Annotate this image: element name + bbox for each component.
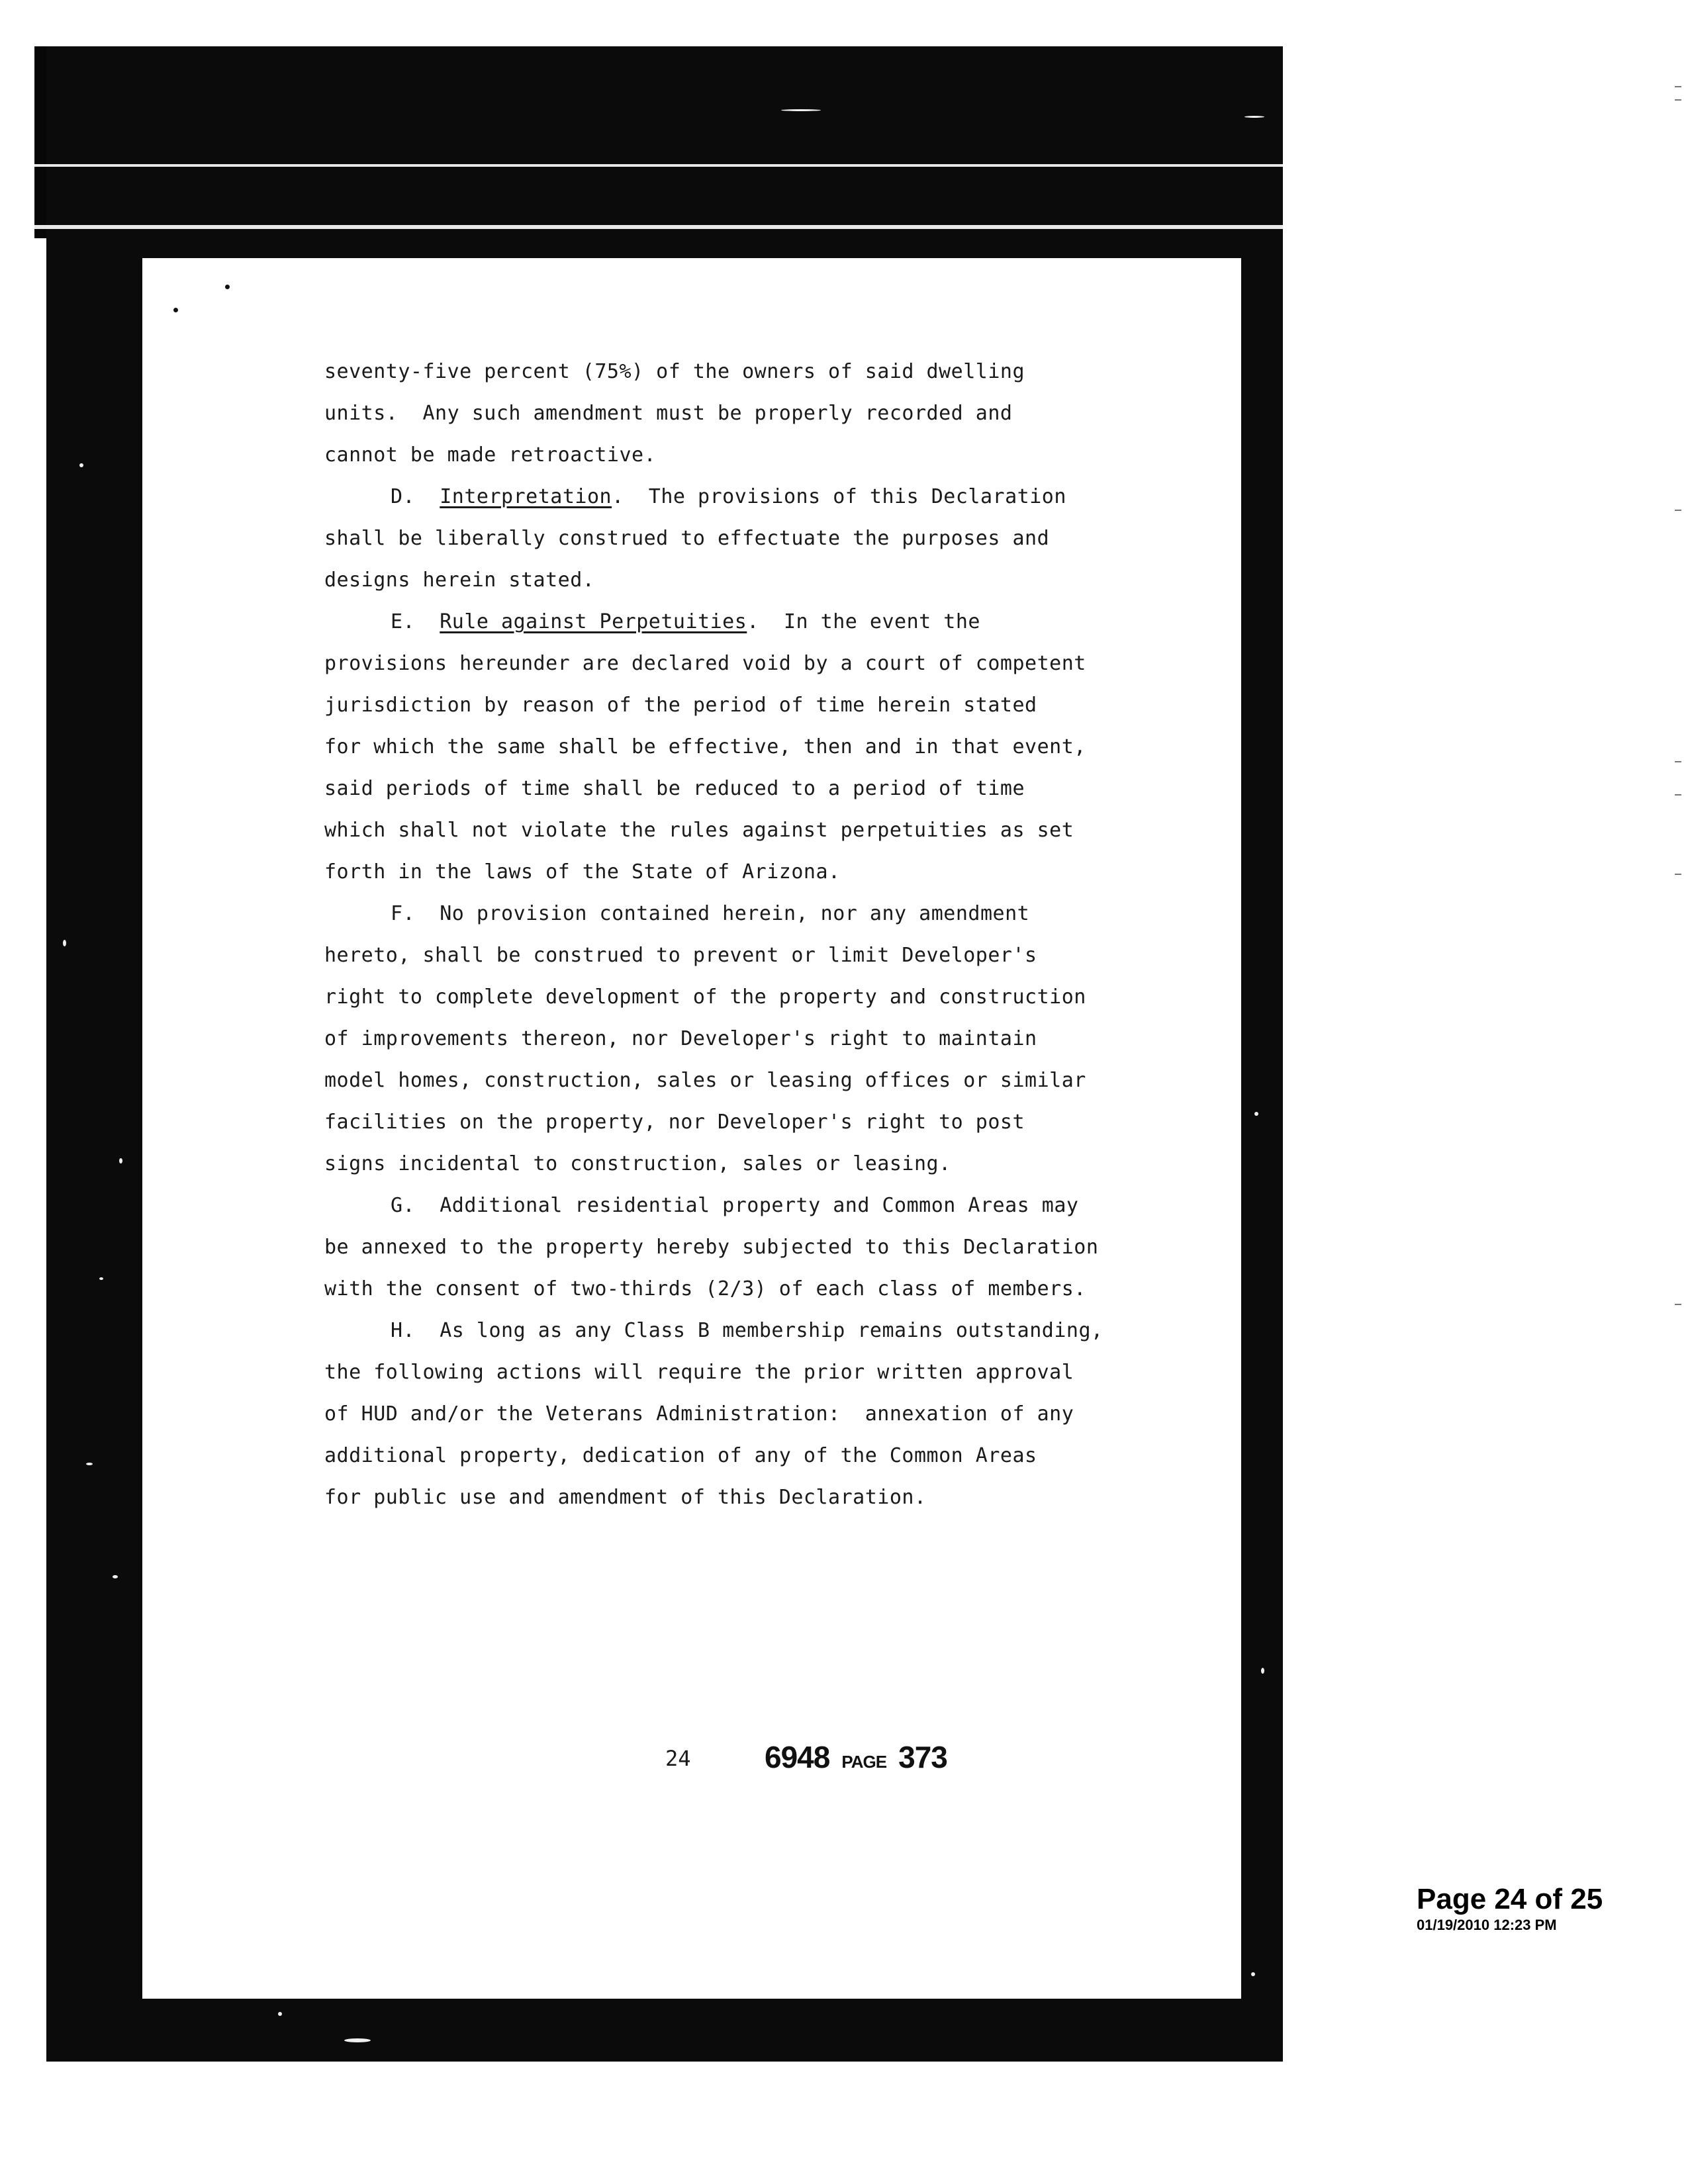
scan-speck xyxy=(1254,1112,1258,1116)
page-stamp xyxy=(1417,1883,1603,1934)
document-line: signs incidental to construction, sales or leasing. xyxy=(324,1152,951,1175)
scan-speck xyxy=(1251,1972,1255,1976)
document-line: for which the same shall be effective, then and in that event, xyxy=(324,735,1086,758)
section-prefix: E. xyxy=(391,610,440,633)
document-line: model homes, construction, sales or leasing offices or similar xyxy=(324,1069,1086,1092)
edge-mark xyxy=(1675,761,1681,762)
page-number: 24 xyxy=(665,1746,691,1771)
book-page-reference xyxy=(765,1739,947,1775)
document-line: cannot be made retroactive. xyxy=(324,443,657,467)
document-line: hereto, shall be construed to prevent or limit Developer's xyxy=(324,944,1037,967)
document-line: forth in the laws of the State of Arizona. xyxy=(324,860,841,884)
document-line: F. No provision contained herein, nor any amendment xyxy=(391,902,1030,925)
document-line: right to complete development of the property and construction xyxy=(324,985,1086,1009)
section-prefix: D. xyxy=(391,485,440,508)
edge-mark xyxy=(1675,874,1681,875)
scan-line-1 xyxy=(34,164,1283,167)
scan-dot xyxy=(225,285,230,289)
edge-mark xyxy=(1675,510,1681,511)
section-text: . The provisions of this Declaration xyxy=(612,485,1066,508)
document-line xyxy=(324,601,1152,643)
book-number: 6948 xyxy=(765,1740,830,1774)
document-line: of HUD and/or the Veterans Administration: annexation of any xyxy=(324,1402,1074,1426)
document-line: with the consent of two-thirds (2/3) of each class of members. xyxy=(324,1277,1086,1300)
book-page-number: 373 xyxy=(898,1740,947,1774)
section-text: . In the event the xyxy=(747,610,980,633)
scan-speck xyxy=(113,1575,118,1578)
edge-mark xyxy=(1675,1304,1681,1305)
scan-speck xyxy=(79,463,83,467)
scan-speck xyxy=(63,940,66,946)
scan-dot xyxy=(173,308,178,312)
scan-speck xyxy=(1244,116,1264,118)
document-line: the following actions will require the prior written approval xyxy=(324,1361,1074,1384)
document-line: which shall not violate the rules against perpetuities as set xyxy=(324,819,1074,842)
edge-mark xyxy=(1675,794,1681,796)
document-line: designs herein stated. xyxy=(324,569,595,592)
section-heading: Interpretation xyxy=(440,485,612,508)
document-line: of improvements thereon, nor Developer's right to maintain xyxy=(324,1027,1037,1050)
scan-line-2 xyxy=(34,225,1283,229)
document-line: said periods of time shall be reduced to a period of time xyxy=(324,777,1025,800)
document-line: for public use and amendment of this Declaration. xyxy=(324,1486,927,1509)
scan-speck xyxy=(99,1277,103,1280)
document-line xyxy=(324,476,1152,518)
document-line: seventy-five percent (75%) of the owners of said dwelling xyxy=(324,360,1025,383)
edge-mark xyxy=(1675,86,1681,87)
document-line: provisions hereunder are declared void by a court of competent xyxy=(324,652,1086,675)
edge-mark xyxy=(1675,99,1681,101)
scan-speck xyxy=(344,2038,371,2042)
document-line: additional property, dedication of any of the Common Areas xyxy=(324,1444,1037,1467)
stamp-date: 01/19/2010 12:23 PM xyxy=(1417,1917,1557,1933)
scan-speck xyxy=(781,109,821,111)
document-line: be annexed to the property hereby subjected to this Declaration xyxy=(324,1236,1099,1259)
scan-speck xyxy=(1261,1668,1264,1674)
document-line: jurisdiction by reason of the period of time herein stated xyxy=(324,694,1037,717)
stamp-page-label: Page 24 of 25 xyxy=(1417,1883,1603,1915)
section-heading: Rule against Perpetuities xyxy=(440,610,747,633)
document-line: G. Additional residential property and Common Areas may xyxy=(391,1194,1079,1217)
document-body xyxy=(324,351,1152,1518)
scan-speck xyxy=(278,2012,282,2016)
book-page-label: PAGE xyxy=(841,1752,887,1772)
document-line: H. As long as any Class B membership remains outstanding, xyxy=(391,1319,1103,1342)
scan-speck xyxy=(119,1158,122,1163)
scan-speck xyxy=(86,1463,93,1465)
document-line: facilities on the property, nor Developer's right to post xyxy=(324,1111,1025,1134)
document-line: shall be liberally construed to effectuate the purposes and xyxy=(324,527,1050,550)
document-line: units. Any such amendment must be properly recorded and xyxy=(324,402,1013,425)
